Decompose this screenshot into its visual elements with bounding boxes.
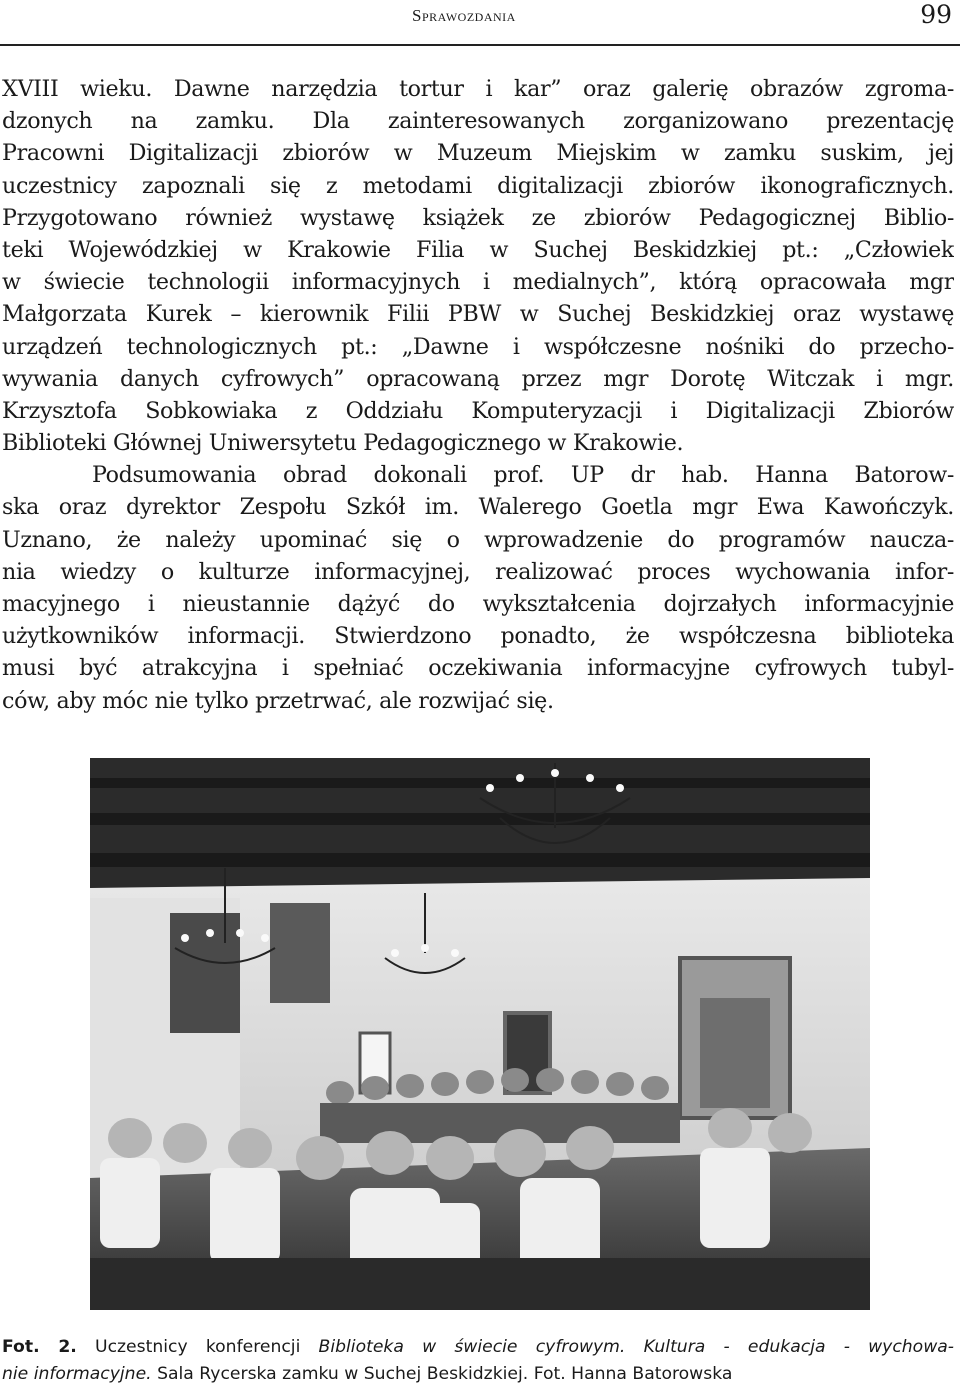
- text-line: Podsumowania obrad dokonali prof. UP dr hab. Hanna Batorow-: [92, 462, 954, 489]
- text-line: macyjnego i nieustannie dążyć do wykształcenia dojrzałych informacyjnie: [2, 591, 954, 617]
- text-line: uczestnicy zapoznali się z metodami digitalizacji zbiorów ikonograficznych.: [2, 172, 954, 199]
- caption-line: [2, 1334, 954, 1361]
- caption-line: [2, 1361, 954, 1388]
- photo-conference-hall-icon: [90, 758, 870, 1310]
- text-line: wywania danych cyfrowych” opracowaną przez mgr Dorotę Witczak i mgr.: [2, 365, 954, 392]
- caption-title-cont: nie informacyjne.: [2, 1364, 152, 1384]
- text-line: w świecie technologii informacyjnych i medialnych”, którą opracowała mgr: [2, 269, 954, 296]
- text-line: Pracowni Digitalizacji zbiorów w Muzeum Miejskim w zamku suskim, jej: [2, 140, 954, 167]
- text-line: ska oraz dyrektor Zespołu Szkół im. Walerego Goetla mgr Ewa Kawończyk.: [2, 494, 954, 521]
- text-line: dzonych na zamku. Dla zainteresowanych zorganizowano prezentację: [2, 108, 954, 135]
- text-line: ców, aby móc nie tylko przetrwać, ale rozwijać się.: [2, 687, 554, 714]
- page-header: [0, 0, 960, 46]
- body-text: [2, 73, 954, 717]
- caption-label: Fot. 2.: [2, 1337, 77, 1357]
- header-rule: [0, 44, 960, 46]
- caption-text: Uczestnicy konferencji: [76, 1337, 319, 1357]
- caption-title: Biblioteka w świecie cyfrowym. Kultura - edukacja - wychowa-: [318, 1337, 954, 1357]
- page-number: 99: [920, 0, 952, 29]
- conference-hall-photo: [90, 758, 870, 1310]
- text-line: Przygotowano również wystawę książek ze zbiorów Pedagogicznej Biblio-: [2, 204, 954, 231]
- text-line: urządzeń technologicznych pt.: „Dawne i współczesne nośniki do przecho-: [2, 333, 954, 360]
- text-line: Krzysztofa Sobkowiaka z Oddziału Komputeryzacji i Digitalizacji Zbiorów: [2, 397, 954, 424]
- text-line: użytkowników informacji. Stwierdzono ponadto, że współczesna biblioteka: [2, 623, 954, 650]
- text-line: XVIII wieku. Dawne narzędzia tortur i kar” oraz galerię obrazów zgroma-: [2, 76, 954, 102]
- text-line: Uznano, że należy upominać się o wprowadzenie do programów naucza-: [2, 526, 954, 553]
- text-line: Małgorzata Kurek – kierownik Filii PBW w Suchej Beskidzkiej oraz wystawę: [2, 301, 954, 328]
- text-line: nia wiedzy o kulturze informacyjnej, realizować proces wychowania infor-: [2, 558, 954, 585]
- text-line: teki Wojewódzkiej w Krakowie Filia w Suchej Beskidzkiej pt.: „Człowiek: [2, 236, 954, 263]
- text-line: musi być atrakcyjna i spełniać oczekiwania informacyjne cyfrowych tubyl-: [2, 655, 954, 682]
- text-line: Biblioteki Głównej Uniwersytetu Pedagogicznego w Krakowie.: [2, 430, 684, 457]
- figure-caption: [2, 1334, 954, 1388]
- running-head: Sprawozdania: [412, 6, 516, 25]
- caption-text-cont: Sala Rycerska zamku w Suchej Beskidzkiej. Fot. Hanna Batorowska: [151, 1364, 733, 1384]
